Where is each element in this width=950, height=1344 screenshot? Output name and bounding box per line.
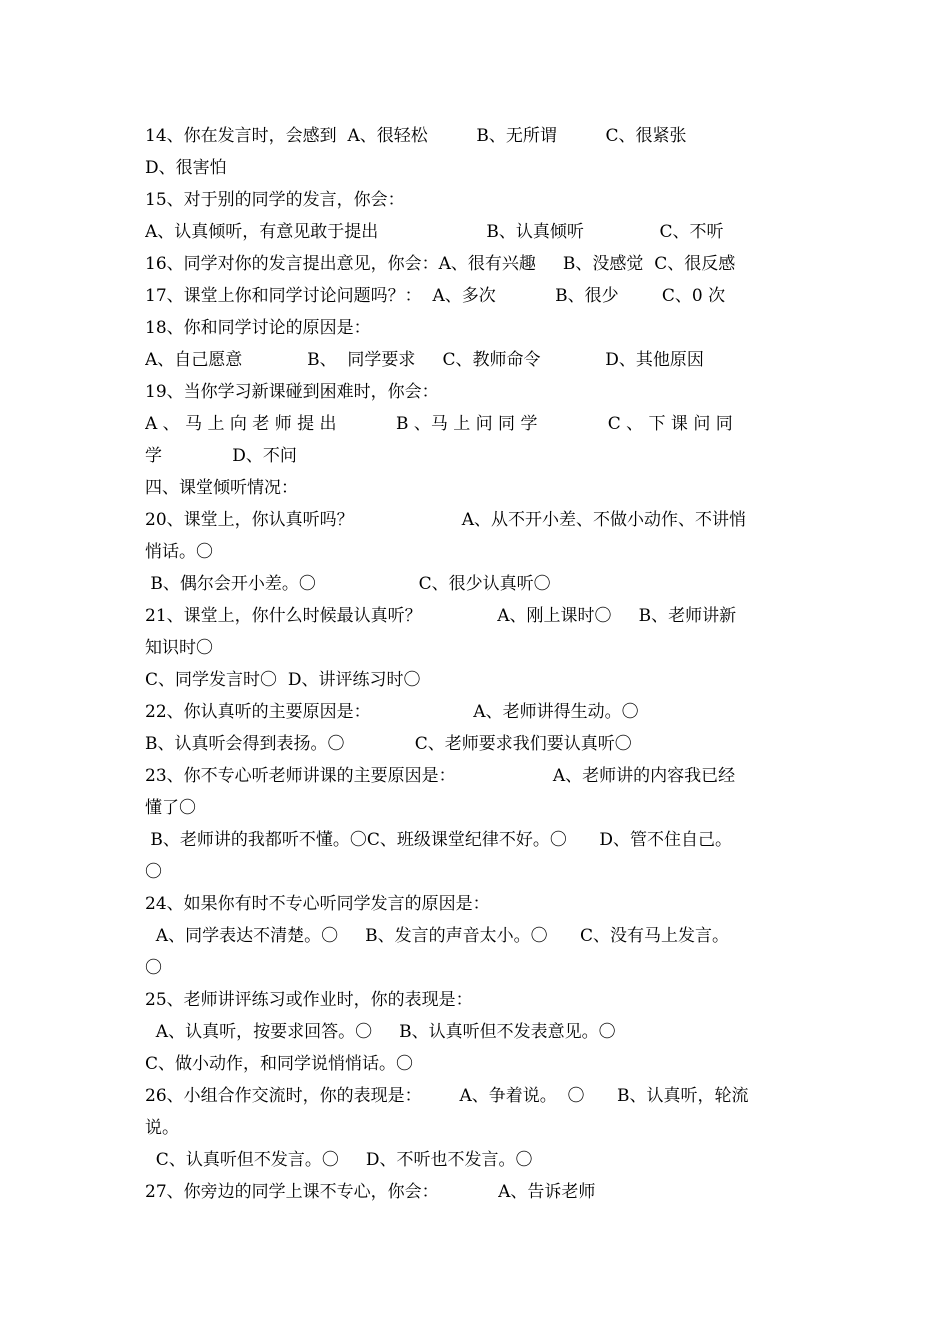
text-line: 27、你旁边的同学上课不专心，你会： A、告诉老师 (145, 1182, 596, 1202)
text-line: C、做小动作，和同学说悄悄话。〇 (145, 1054, 414, 1074)
text-line: 〇 (145, 958, 162, 978)
text-line: 学 D、不问 (145, 446, 297, 466)
text-line: 15、对于别的同学的发言，你会： (145, 190, 405, 210)
text-line: 25、老师讲评练习或作业时，你的表现是： (145, 990, 473, 1010)
text-line: 19、当你学习新课碰到困难时，你会： (145, 382, 439, 402)
text-line: A 、 马 上 向 老 师 提 出 B 、马 上 问 同 学 C 、 下 课 问 同 (145, 414, 733, 434)
text-line: 24、如果你有时不专心听同学发言的原因是： (145, 894, 490, 914)
text-line: A、认真听，按要求回答。〇 B、认真听但不发表意见。〇 (145, 1022, 616, 1042)
text-line: 说。 (145, 1118, 179, 1138)
text-line: 14、你在发言时，会感到 A、很轻松 B、无所谓 C、很紧张 (145, 126, 687, 146)
text-line: 18、你和同学讨论的原因是： (145, 318, 371, 338)
text-line: A、同学表达不清楚。〇 B、发言的声音太小。〇 C、没有马上发言。 (145, 926, 730, 946)
text-line: 懂了〇 (145, 798, 196, 818)
text-line: 知识时〇 (145, 638, 213, 658)
text-line: A、认真倾听，有意见敢于提出 B、认真倾听 C、不听 (145, 222, 724, 242)
text-line: 21、课堂上，你什么时候最认真听？ A、刚上课时〇 B、老师讲新 (145, 606, 737, 626)
text-line: 16、同学对你的发言提出意见，你会：A、很有兴趣 B、没感觉 C、很反感 (145, 254, 736, 274)
text-line: B、偶尔会开小差。〇 C、很少认真听〇 (145, 574, 551, 594)
text-line: 17、课堂上你和同学讨论问题吗？： A、多次 B、很少 C、0 次 (145, 286, 726, 306)
text-line: C、同学发言时〇 D、讲评练习时〇 (145, 670, 421, 690)
text-line: 〇 (145, 862, 162, 882)
text-line: D、很害怕 (145, 158, 227, 178)
text-line: 悄话。〇 (145, 542, 213, 562)
section-heading: 四、课堂倾听情况： (145, 478, 298, 498)
text-line: B、老师讲的我都听不懂。〇C、班级课堂纪律不好。〇 D、管不住自己。 (145, 830, 732, 850)
text-line: 20、课堂上，你认真听吗？ A、从不开小差、不做小动作、不讲悄 (145, 510, 746, 530)
text-line: 22、你认真听的主要原因是： A、老师讲得生动。〇 (145, 702, 639, 722)
text-line: B、认真听会得到表扬。〇 C、老师要求我们要认真听〇 (145, 734, 632, 754)
questionnaire-body (145, 120, 813, 1208)
text-line: 23、你不专心听老师讲课的主要原因是： A、老师讲的内容我已经 (145, 766, 736, 786)
text-line: C、认真听但不发言。〇 D、不听也不发言。〇 (145, 1150, 533, 1170)
text-line: 26、小组合作交流时，你的表现是： A、争着说。 〇 B、认真听，轮流 (145, 1086, 749, 1106)
text-line: A、自己愿意 B、 同学要求 C、教师命令 D、其他原因 (145, 350, 704, 370)
